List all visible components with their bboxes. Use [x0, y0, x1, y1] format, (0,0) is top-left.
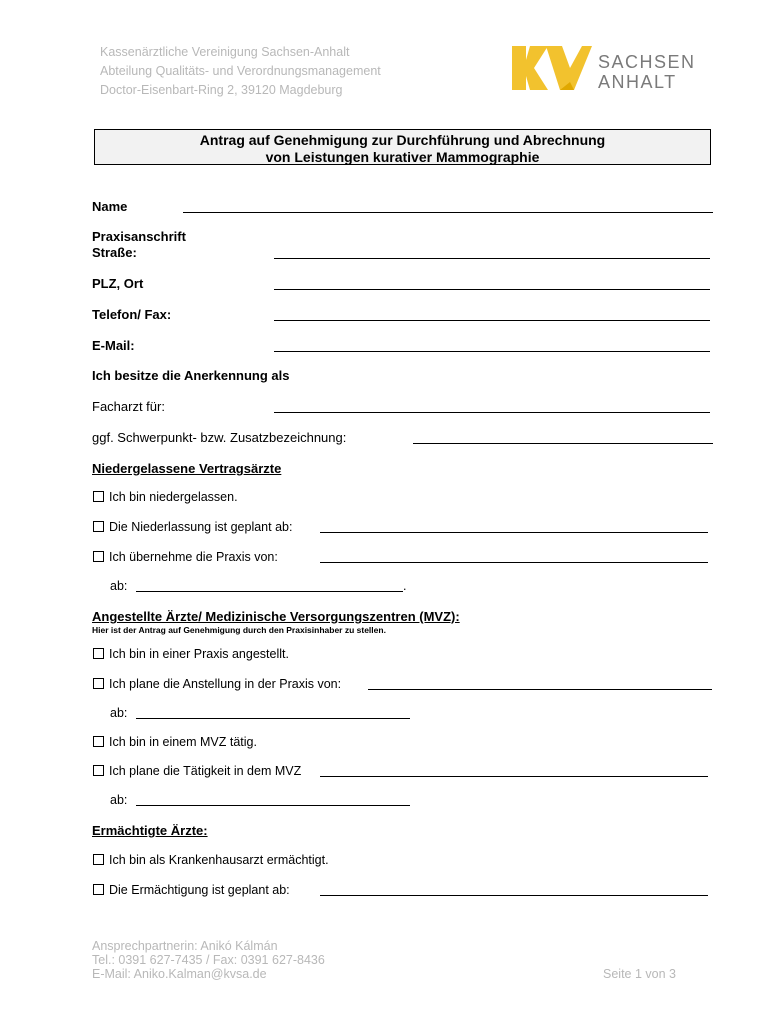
footer-contact: Ansprechpartnerin: Anikó Kálmán [92, 939, 278, 953]
niederlassung-date-field[interactable] [320, 532, 708, 533]
telefon-fax-field[interactable] [274, 320, 710, 321]
section-angestellte-heading: Angestellte Ärzte/ Medizinische Versorgungszentren (MVZ): [92, 609, 460, 624]
option-mvz-geplant[interactable] [93, 764, 301, 778]
checkbox-icon[interactable] [93, 884, 104, 895]
option-mvz-taetig[interactable] [93, 735, 257, 749]
ab-date-field-1[interactable] [136, 591, 403, 592]
checkbox-icon[interactable] [93, 736, 104, 747]
ab-label-2: ab: [110, 706, 128, 720]
email-field[interactable] [274, 351, 710, 352]
footer-page-number: Seite 1 von 3 [603, 967, 676, 981]
form-title [94, 129, 711, 165]
checkbox-icon[interactable] [93, 491, 104, 502]
praxis-uebernahme-field[interactable] [320, 562, 708, 563]
strasse-field[interactable] [274, 258, 710, 259]
option-krankenhausarzt-label: Ich bin als Krankenhausarzt ermächtigt. [109, 853, 329, 867]
header-address: Doctor-Eisenbart-Ring 2, 39120 Magdeburg [100, 83, 343, 97]
strasse-label: Straße: [92, 245, 137, 260]
checkbox-icon[interactable] [93, 551, 104, 562]
option-mvz-geplant-label: Ich plane die Tätigkeit in dem MVZ [109, 764, 302, 778]
schwerpunkt-field[interactable] [413, 443, 713, 444]
section-angestellte-note: Hier ist der Antrag auf Genehmigung durch den Praxisinhaber zu stellen. [92, 625, 386, 635]
section-ermaechtigte-heading: Ermächtigte Ärzte: [92, 823, 208, 838]
ab-label-1: ab: [110, 579, 128, 593]
ab-period: . [403, 579, 407, 593]
name-field[interactable] [183, 212, 713, 213]
checkbox-icon[interactable] [93, 854, 104, 865]
checkbox-icon[interactable] [93, 648, 104, 659]
option-praxis-angestellt-label: Ich bin in einer Praxis angestellt. [109, 647, 289, 661]
ab-label-3: ab: [110, 793, 128, 807]
ab-date-field-3[interactable] [136, 805, 410, 806]
form-title-line1: Antrag auf Genehmigung zur Durchführung und Abrechnung [199, 132, 606, 148]
logo-text-sachsen: SACHSEN [598, 52, 696, 72]
plz-ort-label: PLZ, Ort [92, 276, 144, 291]
option-praxis-uebernahme-label: Ich übernehme die Praxis von: [109, 550, 278, 564]
form-title-line2: von Leistungen kurativer Mammographie [265, 149, 540, 165]
checkbox-icon[interactable] [93, 521, 104, 532]
option-niederlassung-geplant[interactable] [93, 520, 292, 534]
option-ermaechtigung-geplant[interactable] [93, 883, 290, 897]
option-anstellung-geplant[interactable] [93, 677, 341, 691]
ab-date-field-2[interactable] [136, 718, 410, 719]
option-krankenhausarzt[interactable] [93, 853, 329, 867]
option-niederlassung-geplant-label: Die Niederlassung ist geplant ab: [109, 520, 293, 534]
option-ermaechtigung-geplant-label: Die Ermächtigung ist geplant ab: [109, 883, 290, 897]
mvz-name-field[interactable] [320, 776, 708, 777]
schwerpunkt-label: ggf. Schwerpunkt- bzw. Zusatzbezeichnung: [92, 430, 347, 445]
option-niedergelassen-label: Ich bin niedergelassen. [109, 490, 238, 504]
option-praxis-angestellt[interactable] [93, 647, 289, 661]
section-niedergelassene-heading: Niedergelassene Vertragsärzte [92, 461, 282, 476]
footer-phone: Tel.: 0391 627-7435 / Fax: 0391 627-8436 [92, 953, 325, 967]
telefon-fax-label: Telefon/ Fax: [92, 307, 172, 322]
option-niedergelassen[interactable] [93, 490, 238, 504]
plz-ort-field[interactable] [274, 289, 710, 290]
checkbox-icon[interactable] [93, 678, 104, 689]
header-department: Abteilung Qualitäts- und Verordnungsmanagement [100, 64, 381, 78]
option-mvz-taetig-label: Ich bin in einem MVZ tätig. [109, 735, 257, 749]
kv-logo-icon [512, 46, 592, 90]
facharzt-label: Facharzt für: [92, 399, 165, 414]
facharzt-field[interactable] [274, 412, 710, 413]
logo-text-anhalt: ANHALT [598, 72, 677, 92]
ermaechtigung-date-field[interactable] [320, 895, 708, 896]
option-anstellung-geplant-label: Ich plane die Anstellung in der Praxis von: [109, 677, 342, 691]
anerkennung-label: Ich besitze die Anerkennung als [92, 368, 290, 383]
footer-email: E-Mail: Aniko.Kalman@kvsa.de [92, 967, 267, 981]
name-label: Name [92, 199, 128, 214]
praxisanschrift-label: Praxisanschrift [92, 229, 186, 244]
anstellung-praxis-field[interactable] [368, 689, 712, 690]
email-label: E-Mail: [92, 338, 135, 353]
option-praxis-uebernahme[interactable] [93, 550, 278, 564]
header-org-name: Kassenärztliche Vereinigung Sachsen-Anhalt [100, 45, 350, 59]
checkbox-icon[interactable] [93, 765, 104, 776]
